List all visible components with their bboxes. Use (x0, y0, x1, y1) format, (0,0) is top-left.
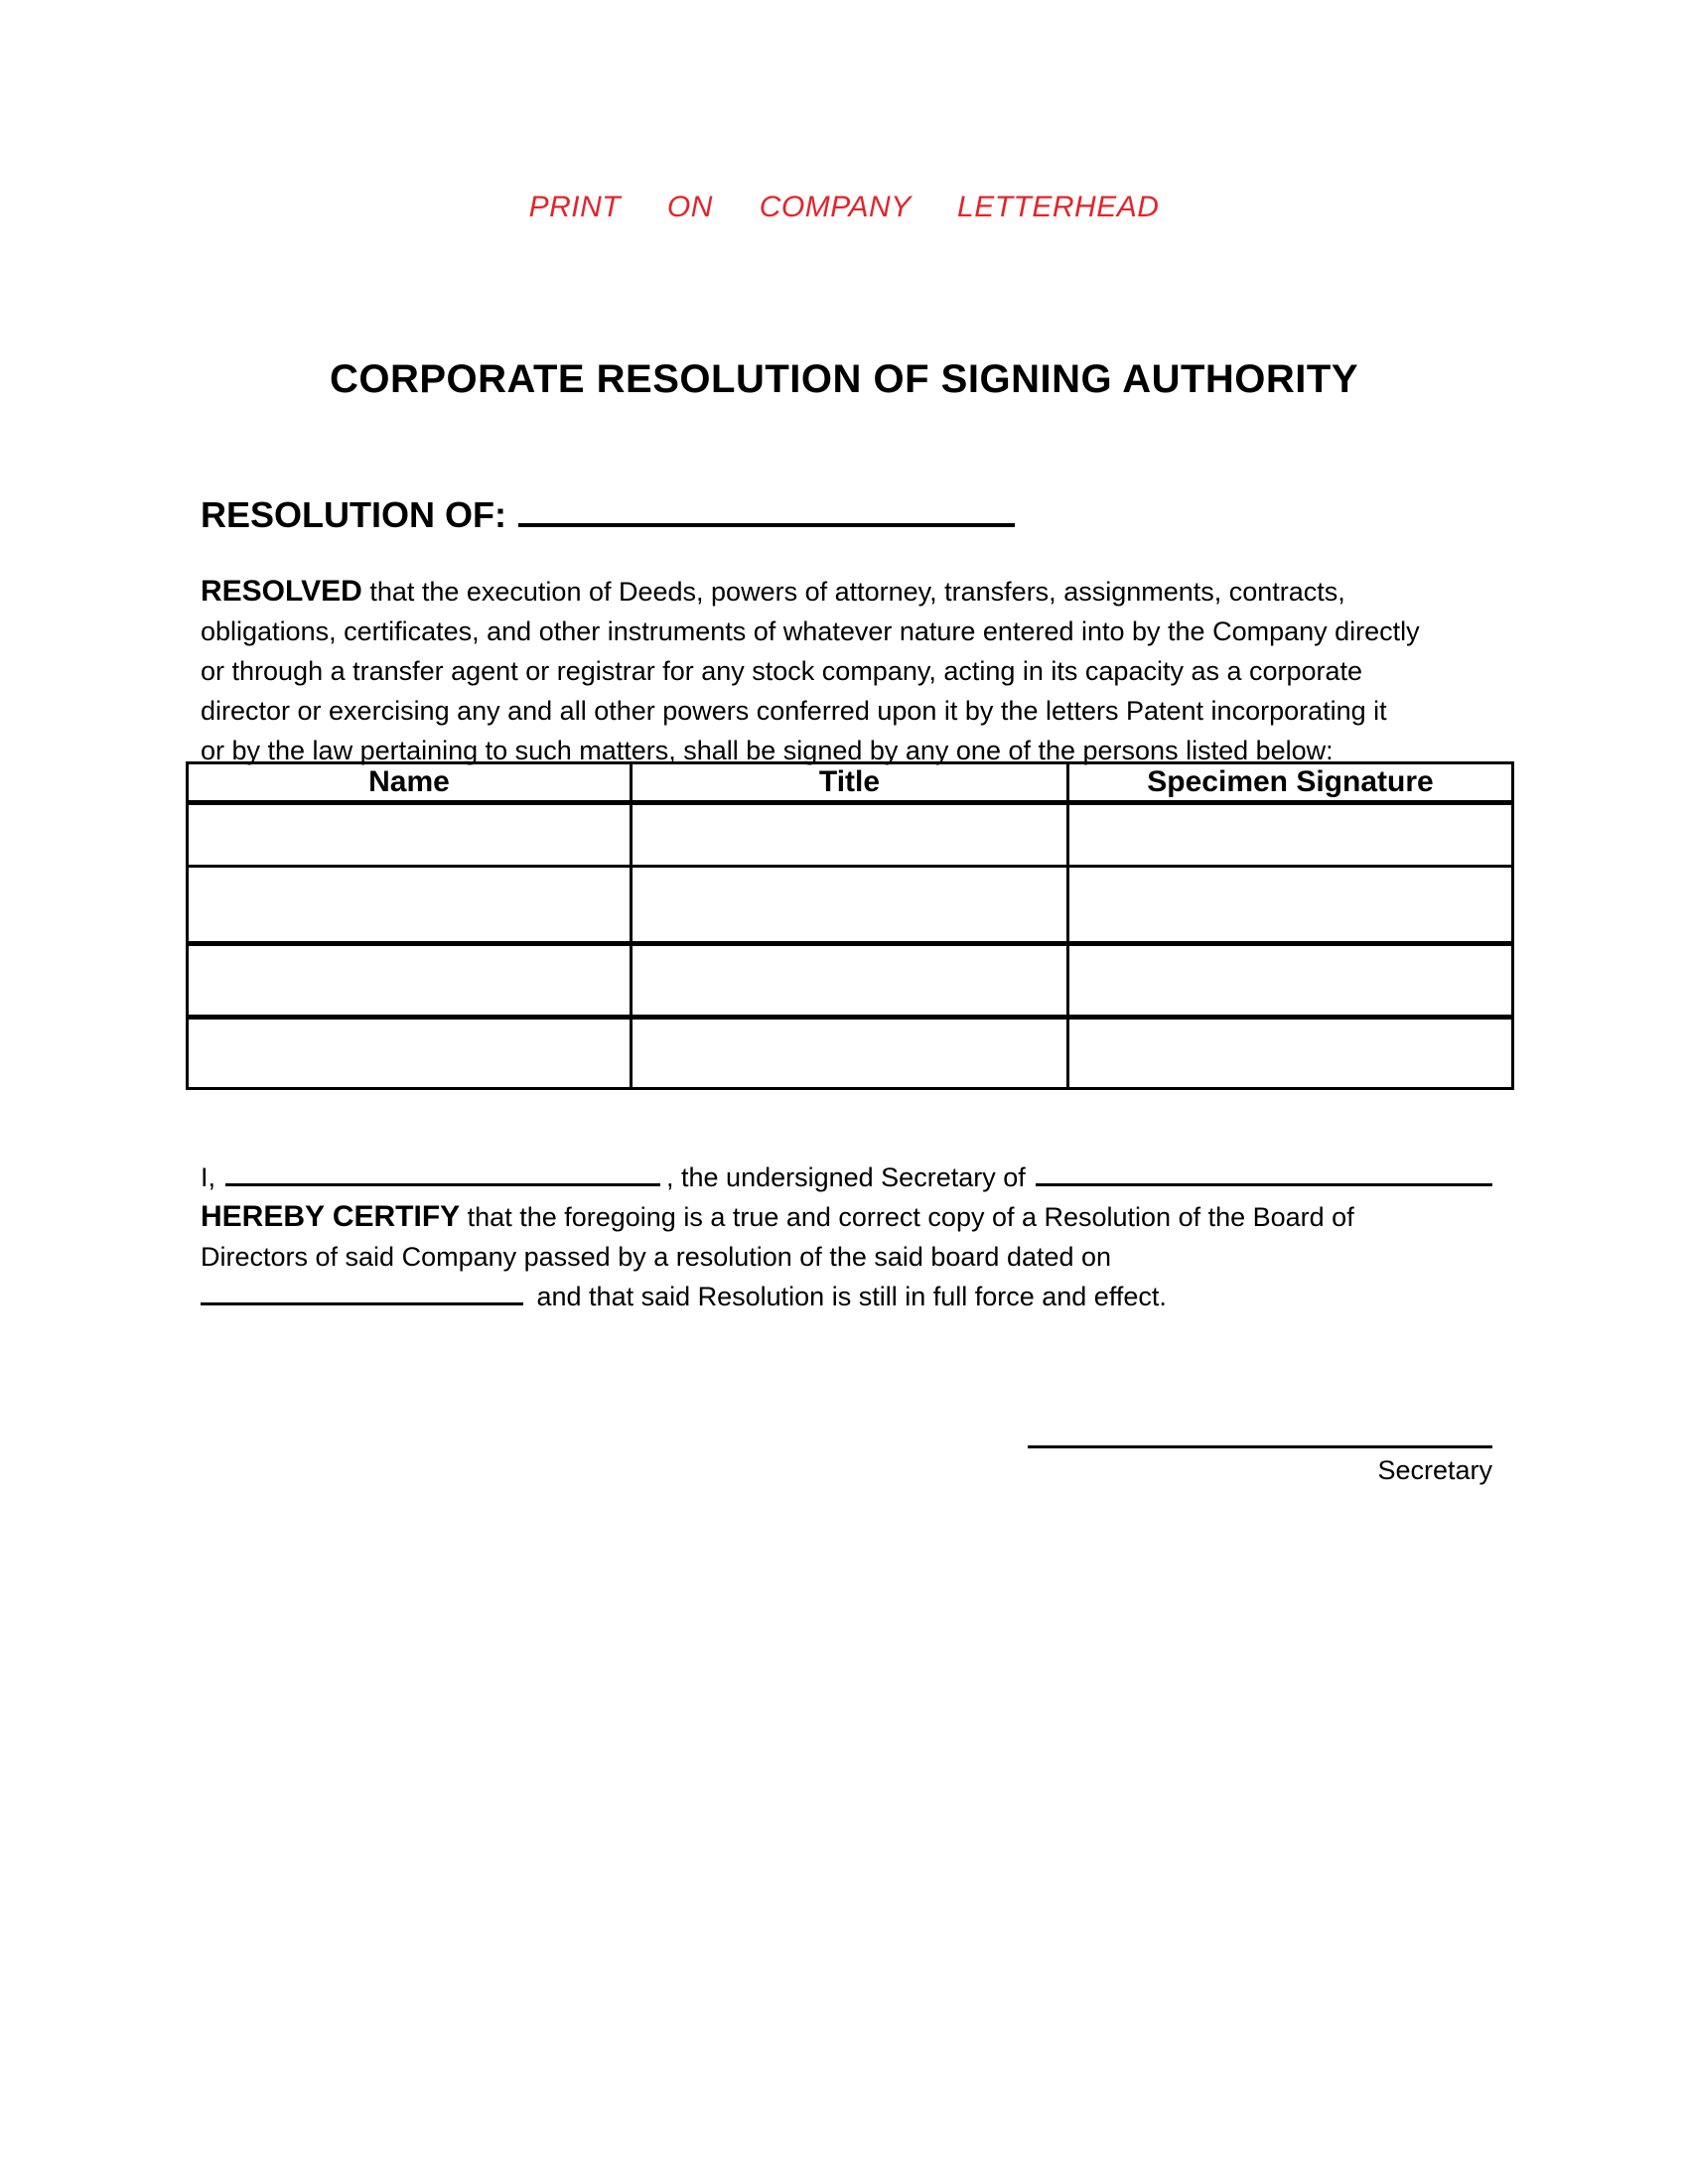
signers-table (186, 761, 1514, 1090)
signer-title-cell (632, 944, 1068, 1018)
signer-row (188, 944, 1513, 1018)
certification-line: Directors of said Company passed by a resolution of the said board dated on (201, 1242, 1112, 1272)
document-title: CORPORATE RESOLUTION OF SIGNING AUTHORITY (329, 357, 1359, 401)
resolution-of-blank (518, 497, 1015, 527)
certification-paragraph (201, 1158, 1611, 1316)
signer-name-cell (188, 803, 632, 867)
hereby-certify-lead: HEREBY CERTIFY (201, 1200, 461, 1233)
certify-body-text: that the foregoing is a true and correct copy of a Resolution of the Board of (460, 1202, 1354, 1232)
resolved-line: obligations, certificates, and other instruments of whatever nature entered into by the Company directly (201, 616, 1420, 646)
resolved-line: or through a transfer agent or registrar for any stock company, acting in its capacity as a corporate (201, 656, 1363, 686)
column-header-specimen-signature: Specimen Signature (1068, 763, 1513, 803)
resolution-of-label: RESOLUTION OF: (201, 494, 506, 535)
signer-name-cell (188, 944, 632, 1018)
resolved-line: or by the law pertaining to such matters, shall be signed by any one of the persons listed below: (201, 736, 1334, 765)
certification-line (201, 1158, 1611, 1197)
signer-signature-cell (1068, 944, 1513, 1018)
resolved-paragraph (201, 572, 1611, 770)
resolution-of-line (201, 494, 1015, 536)
certification-line (201, 1197, 1611, 1237)
certify-i-label: I, (201, 1162, 216, 1192)
certify-undersigned-text: , the undersigned Secretary of (666, 1162, 1026, 1192)
certify-closing-text: and that said Resolution is still in full force and effect. (529, 1282, 1167, 1311)
resolved-lead: RESOLVED (201, 575, 362, 608)
resolved-text: that the execution of Deeds, powers of attorney, transfers, assignments, contracts, (361, 577, 1345, 607)
resolved-line: director or exercising any and all other powers conferred upon it by the letters Patent incorporating it (201, 696, 1387, 726)
signer-signature-cell (1068, 1018, 1513, 1089)
signer-row (188, 867, 1513, 944)
secretary-name-blank (225, 1160, 660, 1186)
certification-line (201, 1277, 1611, 1316)
secretary-signature-line (1028, 1445, 1492, 1448)
signer-title-cell (632, 803, 1068, 867)
signer-title-cell (632, 1018, 1068, 1089)
date-blank (201, 1279, 523, 1305)
signer-title-cell (632, 867, 1068, 944)
signer-name-cell (188, 1018, 632, 1089)
company-name-blank (1036, 1160, 1492, 1186)
signer-name-cell (188, 867, 632, 944)
column-header-title: Title (632, 763, 1068, 803)
signers-header-row (188, 763, 1513, 803)
signer-row (188, 803, 1513, 867)
column-header-name: Name (188, 763, 632, 803)
letterhead-notice: PRINT ON COMPANY LETTERHEAD (528, 191, 1160, 223)
secretary-label: Secretary (1377, 1455, 1492, 1485)
resolved-line (201, 572, 1611, 612)
signer-signature-cell (1068, 867, 1513, 944)
signer-signature-cell (1068, 803, 1513, 867)
signer-row (188, 1018, 1513, 1089)
